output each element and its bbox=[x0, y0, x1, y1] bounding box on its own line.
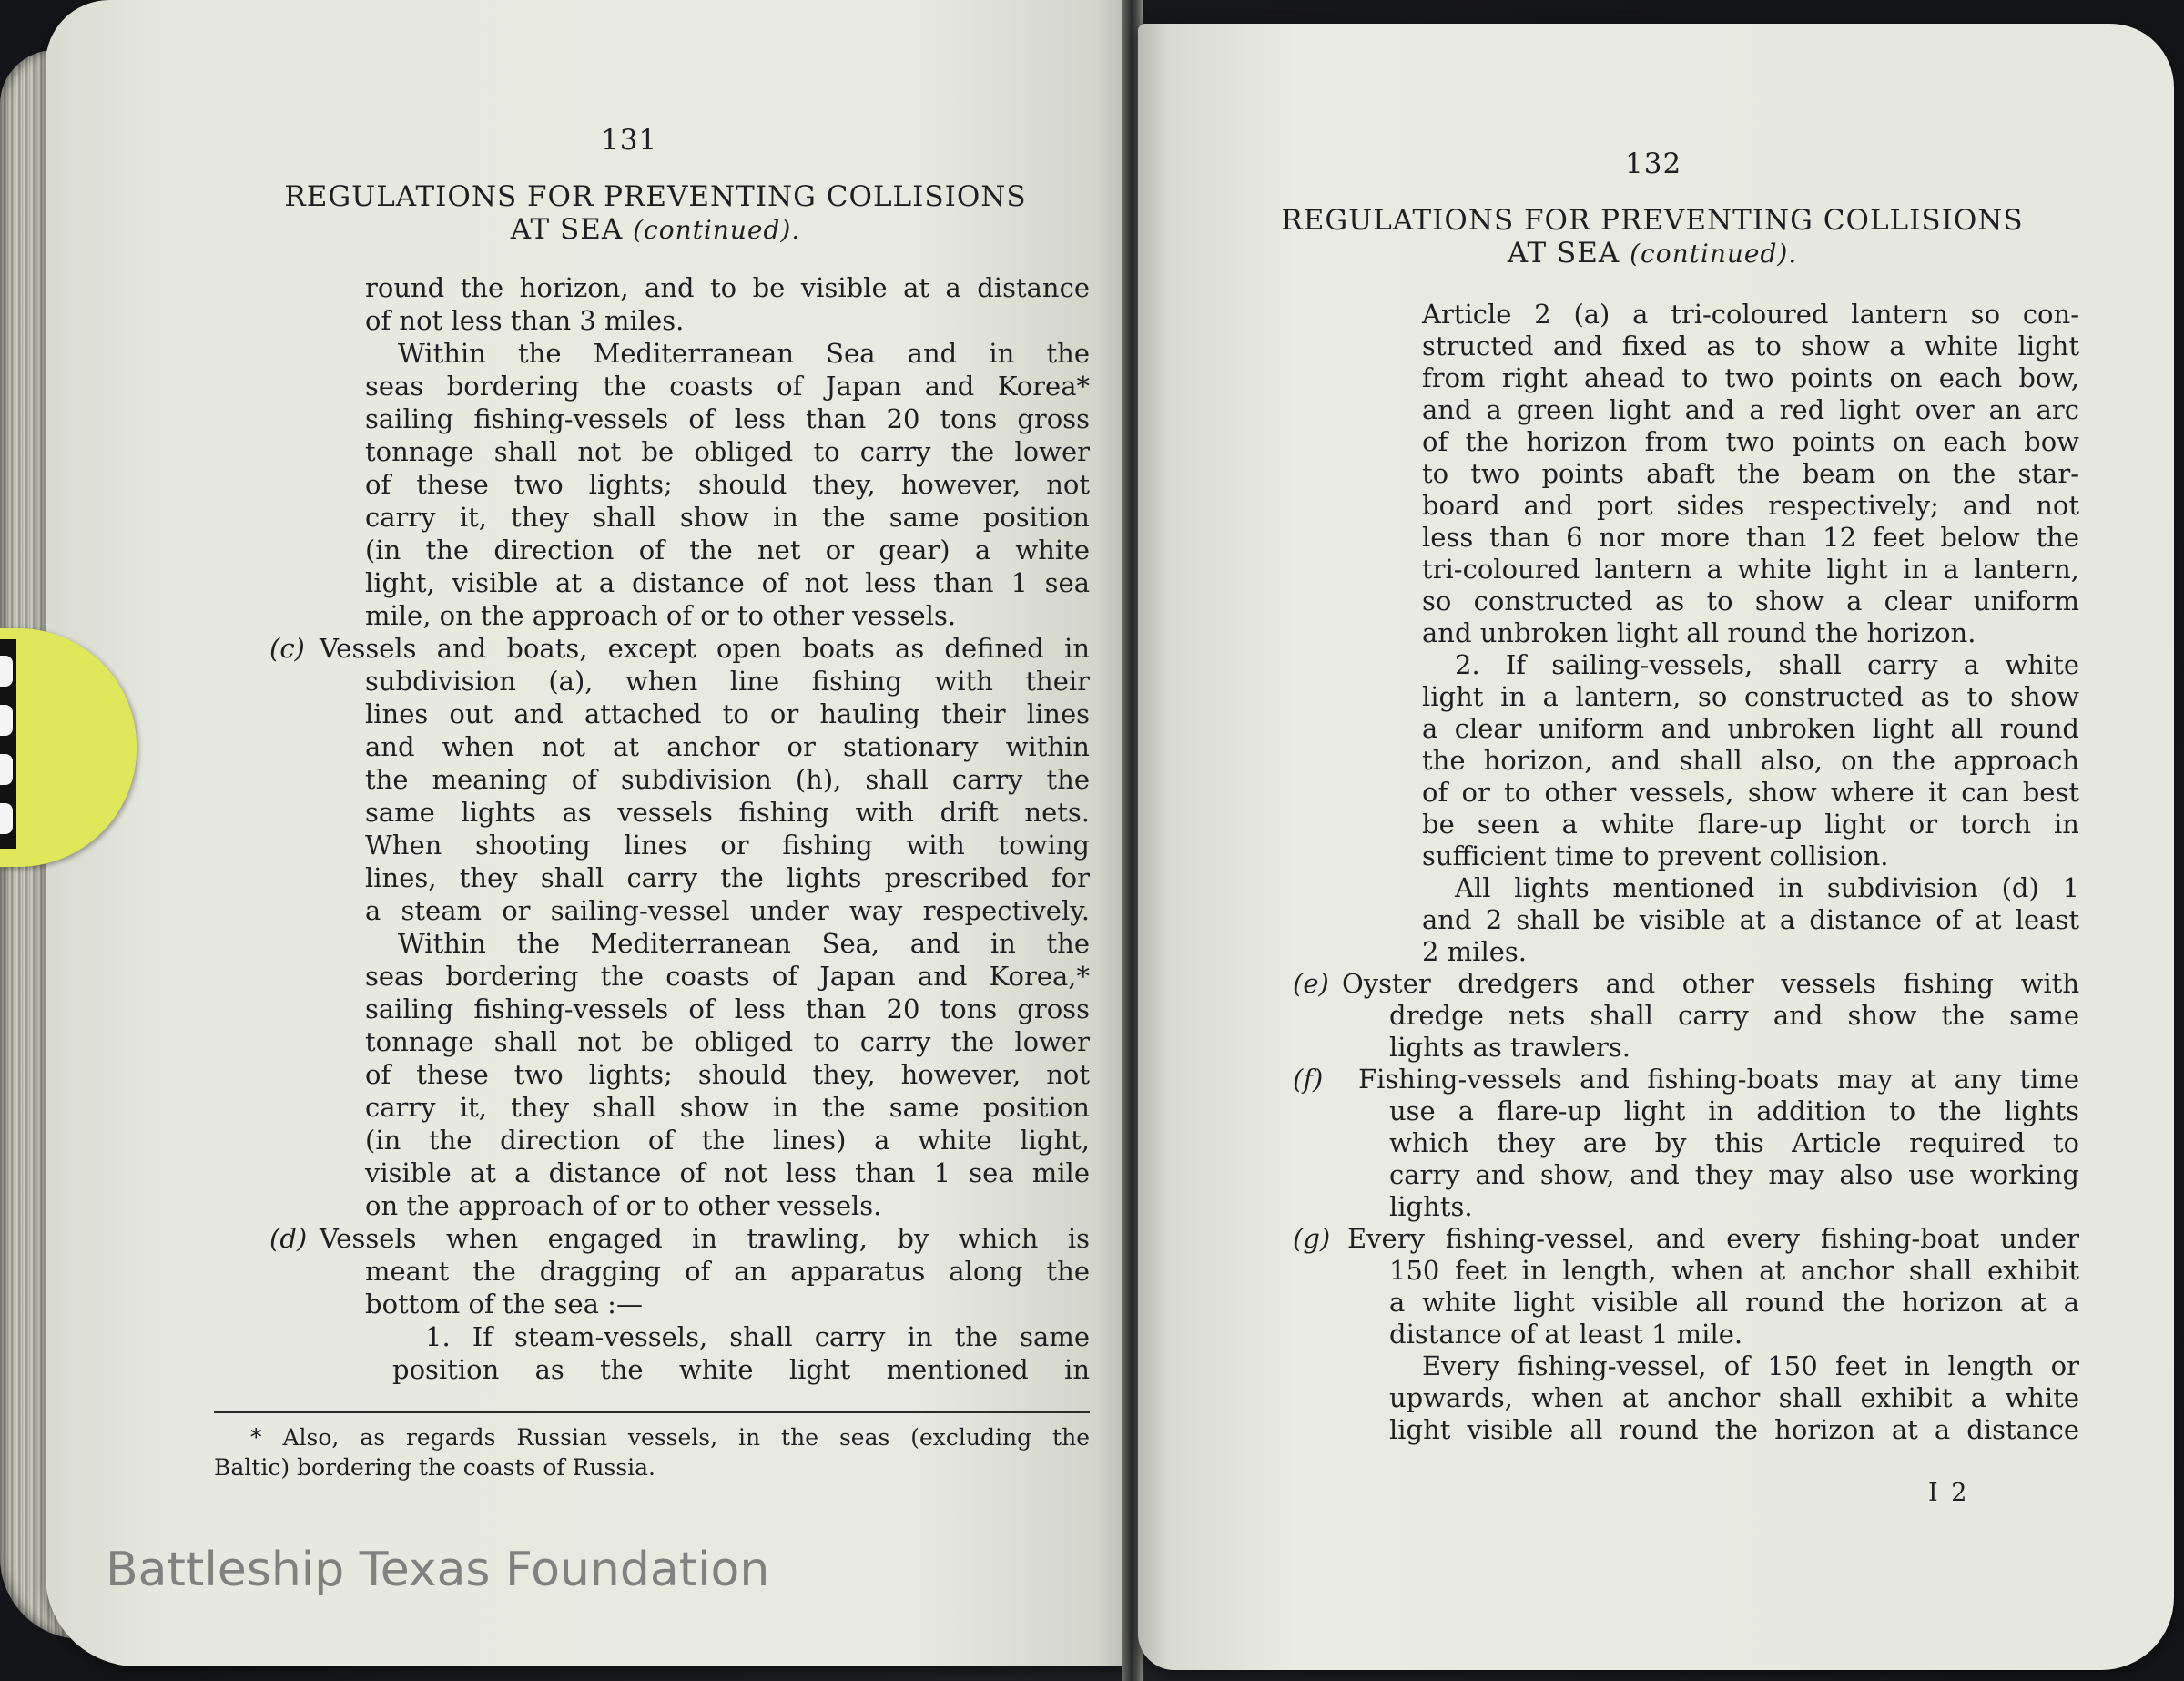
left-page bbox=[46, 0, 1129, 1666]
subdivision-d-1: 1. If steam-vessels, shall carry in the same position as the white light mentioned in bbox=[392, 1321, 1090, 1385]
tab-hole bbox=[0, 754, 13, 785]
page-heading bbox=[1238, 204, 2067, 270]
subdivision-label: (d) bbox=[269, 1223, 308, 1254]
page-number: 131 bbox=[601, 124, 658, 157]
subdivision-label: (f) bbox=[1293, 1064, 1324, 1095]
page-number: 132 bbox=[1625, 148, 1682, 180]
page-heading bbox=[209, 180, 1102, 247]
watermark: Battleship Texas Foundation bbox=[106, 1543, 770, 1597]
paragraph: Article 2 (a) a tri-coloured lantern so con- structed and fixed as to show a white light from right ahead to two points on each bow, and a green light and a red light over an arc of the horizon from two points on each bow to two points abaft the beam on the star- board and port sides respectively; and not less than 6 nor more than 12 feet below the tri-coloured lantern a white light in a lantern, so constructed as to show a clear uniform and unbroken light all round the horizon. bbox=[1422, 299, 2079, 648]
subdivision-g: (g) Every fishing-vessel, and every fishing-boat under 150 feet in length, when at anchor shall exhibit a white light visible all round the horizon at a distance of at least 1 mile. bbox=[1293, 1223, 2079, 1350]
paragraph: All lights mentioned in subdivision (d) 1 and 2 shall be visible at a distance of at least 2 miles. bbox=[1422, 872, 2079, 967]
paragraph: round the horizon, and to be visible at a distance of not less than 3 miles. bbox=[365, 272, 1090, 336]
heading-line-2: AT SEA (continued). bbox=[510, 213, 801, 246]
paragraph: Within the Mediterranean Sea, and in the seas bordering the coasts of Japan and Korea,* sailing fishing-vessels of less than 20 tons gross tonnage shall not be obliged to carry the lower of these two lights; should they, however, not carry it, they shall show in the same position (in the direction of the lines) a white light, visible at a distance of not less than 1 sea mile on the approach of or to other vessels. bbox=[365, 928, 1090, 1221]
heading-line-2: AT SEA (continued). bbox=[1507, 237, 1798, 270]
paragraph: 2. If sailing-vessels, shall carry a white light in a lantern, so constructed as to show a clear uniform and unbroken light all round the horizon, and shall also, on the approach of or to other vessels, show where it can best be seen a white flare-up light or torch in sufficient time to prevent collision. bbox=[1422, 649, 2079, 871]
paragraph: seas bordering the coasts of Japan and Korea* sailing fishing-vessels of less than 20 tons gross tonnage shall not be obliged to carry the lower of these two lights; should they, however, not carry it, they shall show in the same position (in the direction of the net or gear) a white light, visible at a distance of not less than 1 sea mile, on the approach of or to other vessels. bbox=[365, 371, 1090, 631]
heading-line-1: REGULATIONS FOR PREVENTING COLLISIONS bbox=[1281, 204, 2024, 237]
subdivision-c: (c) Vessels and boats, except open boats as defined in subdivision (a), when line fishing with their lines out and attached to or hauling their lines and when not at anchor or stationary within the meaning of subdivision (h), shall carry the same lights as vessels fishing with drift nets. When shooting lines or fishing with towing lines, they shall carry the lights prescribed for a steam or sailing-vessel under way respectively. bbox=[269, 633, 1090, 926]
subdivision-f: (f) Fishing-vessels and fishing-boats may at any time use a flare-up light in addition to the lights which they are by this Article required to carry and show, and they may also use working lights. bbox=[1293, 1064, 2079, 1222]
heading-line-1: REGULATIONS FOR PREVENTING COLLISIONS bbox=[284, 180, 1027, 213]
tab-hole bbox=[0, 656, 13, 687]
subdivision-label: (c) bbox=[269, 633, 305, 664]
tab-hole bbox=[0, 803, 13, 834]
tab-hole bbox=[0, 705, 13, 736]
subdivision-label: (g) bbox=[1293, 1223, 1331, 1254]
subdivision-e: (e) Oyster dredgers and other vessels fishing with dredge nets shall carry and show the same lights as trawlers. bbox=[1293, 968, 2079, 1063]
right-page bbox=[1138, 24, 2174, 1670]
paragraph: Within the Mediterranean Sea and in the bbox=[398, 338, 1090, 369]
tab-strip bbox=[0, 639, 16, 849]
right-text-body bbox=[1293, 299, 2079, 1446]
signature-mark: I 2 bbox=[1928, 1479, 1970, 1507]
footnote: * Also, as regards Russian vessels, in the seas (excluding the Baltic) bordering the coasts of Russia. bbox=[214, 1424, 1090, 1481]
subdivision-label: (e) bbox=[1293, 968, 1329, 999]
subdivision-d: (d) Vessels when engaged in trawling, by which is meant the dragging of an apparatus along the bottom of the sea :— bbox=[269, 1223, 1090, 1319]
paragraph: Every fishing-vessel, of 150 feet in length or upwards, when at anchor shall exhibit a white light visible all round the horizon at a distance bbox=[1389, 1350, 2079, 1445]
footnote-rule bbox=[214, 1411, 1090, 1413]
left-text-body bbox=[269, 271, 1090, 1386]
